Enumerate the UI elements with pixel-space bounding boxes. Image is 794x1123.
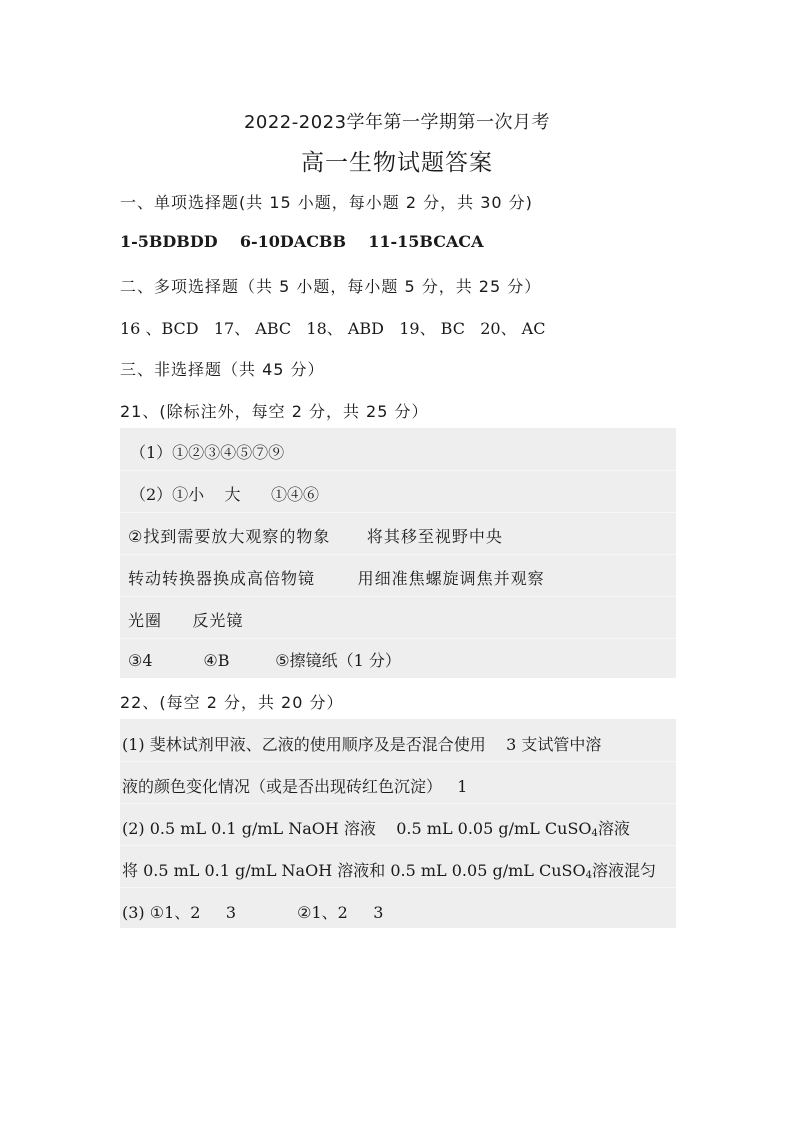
section2-heading: 二、多项选择题（共 5 小题，每小题 5 分，共 25 分） <box>120 277 542 296</box>
q22-line-3 <box>122 816 630 839</box>
q22-line-3-main: (2) 0.5 mL 0.1 g/mL NaOH 溶液 0.5 mL 0.05 g/mL CuSO <box>122 819 592 838</box>
q22-line-4-subscript: 4 <box>585 870 592 881</box>
q22-row <box>120 803 676 846</box>
q21-row <box>120 512 676 555</box>
section1-heading: 一、单项选择题(共 15 小题，每小题 2 分，共 30 分) <box>120 193 533 212</box>
q22-line-4-main: 将 0.5 mL 0.1 g/mL NaOH 溶液和 0.5 mL 0.05 g/mL CuSO <box>122 861 586 880</box>
q21-row <box>120 638 676 678</box>
q21-line-1: （1）①②③④⑤⑦⑨ <box>130 443 285 462</box>
q21-row <box>120 596 676 639</box>
q21-line-4: 转动转换器换成高倍物镜 用细准焦螺旋调焦并观察 <box>128 569 545 588</box>
section3-heading: 三、非选择题（共 45 分） <box>120 360 325 379</box>
q22-line-2: 液的颜色变化情况（或是否出现砖红色沉淀） 1 <box>122 777 468 796</box>
q22-line-4-end: 溶液混匀 <box>591 861 656 880</box>
q21-heading: 21、(除标注外，每空 2 分，共 25 分） <box>120 402 429 421</box>
q21-line-3: ②找到需要放大观察的物象 将其移至视野中央 <box>128 527 503 546</box>
q21-row <box>120 428 676 471</box>
q22-row <box>120 845 676 888</box>
q22-line-3-subscript: 4 <box>591 828 598 839</box>
q21-line-2: （2）①小 大 ①④⑥ <box>130 485 320 504</box>
q22-line-1: (1) 斐林试剂甲液、乙液的使用顺序及是否混合使用 3 支试管中溶 <box>122 735 602 754</box>
q22-line-5: (3) ①1、2 3 ②1、2 3 <box>122 903 384 922</box>
page-subtitle: 高一生物试题答案 <box>301 150 493 176</box>
section1-answers: 1-5BDBDD 6-10DACBB 11-15BCACA <box>120 232 484 251</box>
q22-line-3-end: 溶液 <box>597 819 630 838</box>
q22-answer-block <box>120 719 676 928</box>
section2-answers: 16 、BCD 17、 ABC 18、 ABD 19、 BC 20、 AC <box>120 319 546 338</box>
q22-row <box>120 887 676 928</box>
q21-row <box>120 554 676 597</box>
q22-heading: 22、(每空 2 分，共 20 分） <box>120 693 344 712</box>
q22-line-4 <box>122 858 656 881</box>
q22-row <box>120 761 676 804</box>
q21-row <box>120 470 676 513</box>
q21-answer-block <box>120 428 676 678</box>
q21-line-5: 光圈 反光镜 <box>128 611 244 630</box>
q22-row <box>120 719 676 762</box>
page-title: 2022-2023学年第一学期第一次月考 <box>243 112 551 133</box>
q21-line-6: ③4 ④B ⑤擦镜纸（1 分） <box>128 651 401 670</box>
